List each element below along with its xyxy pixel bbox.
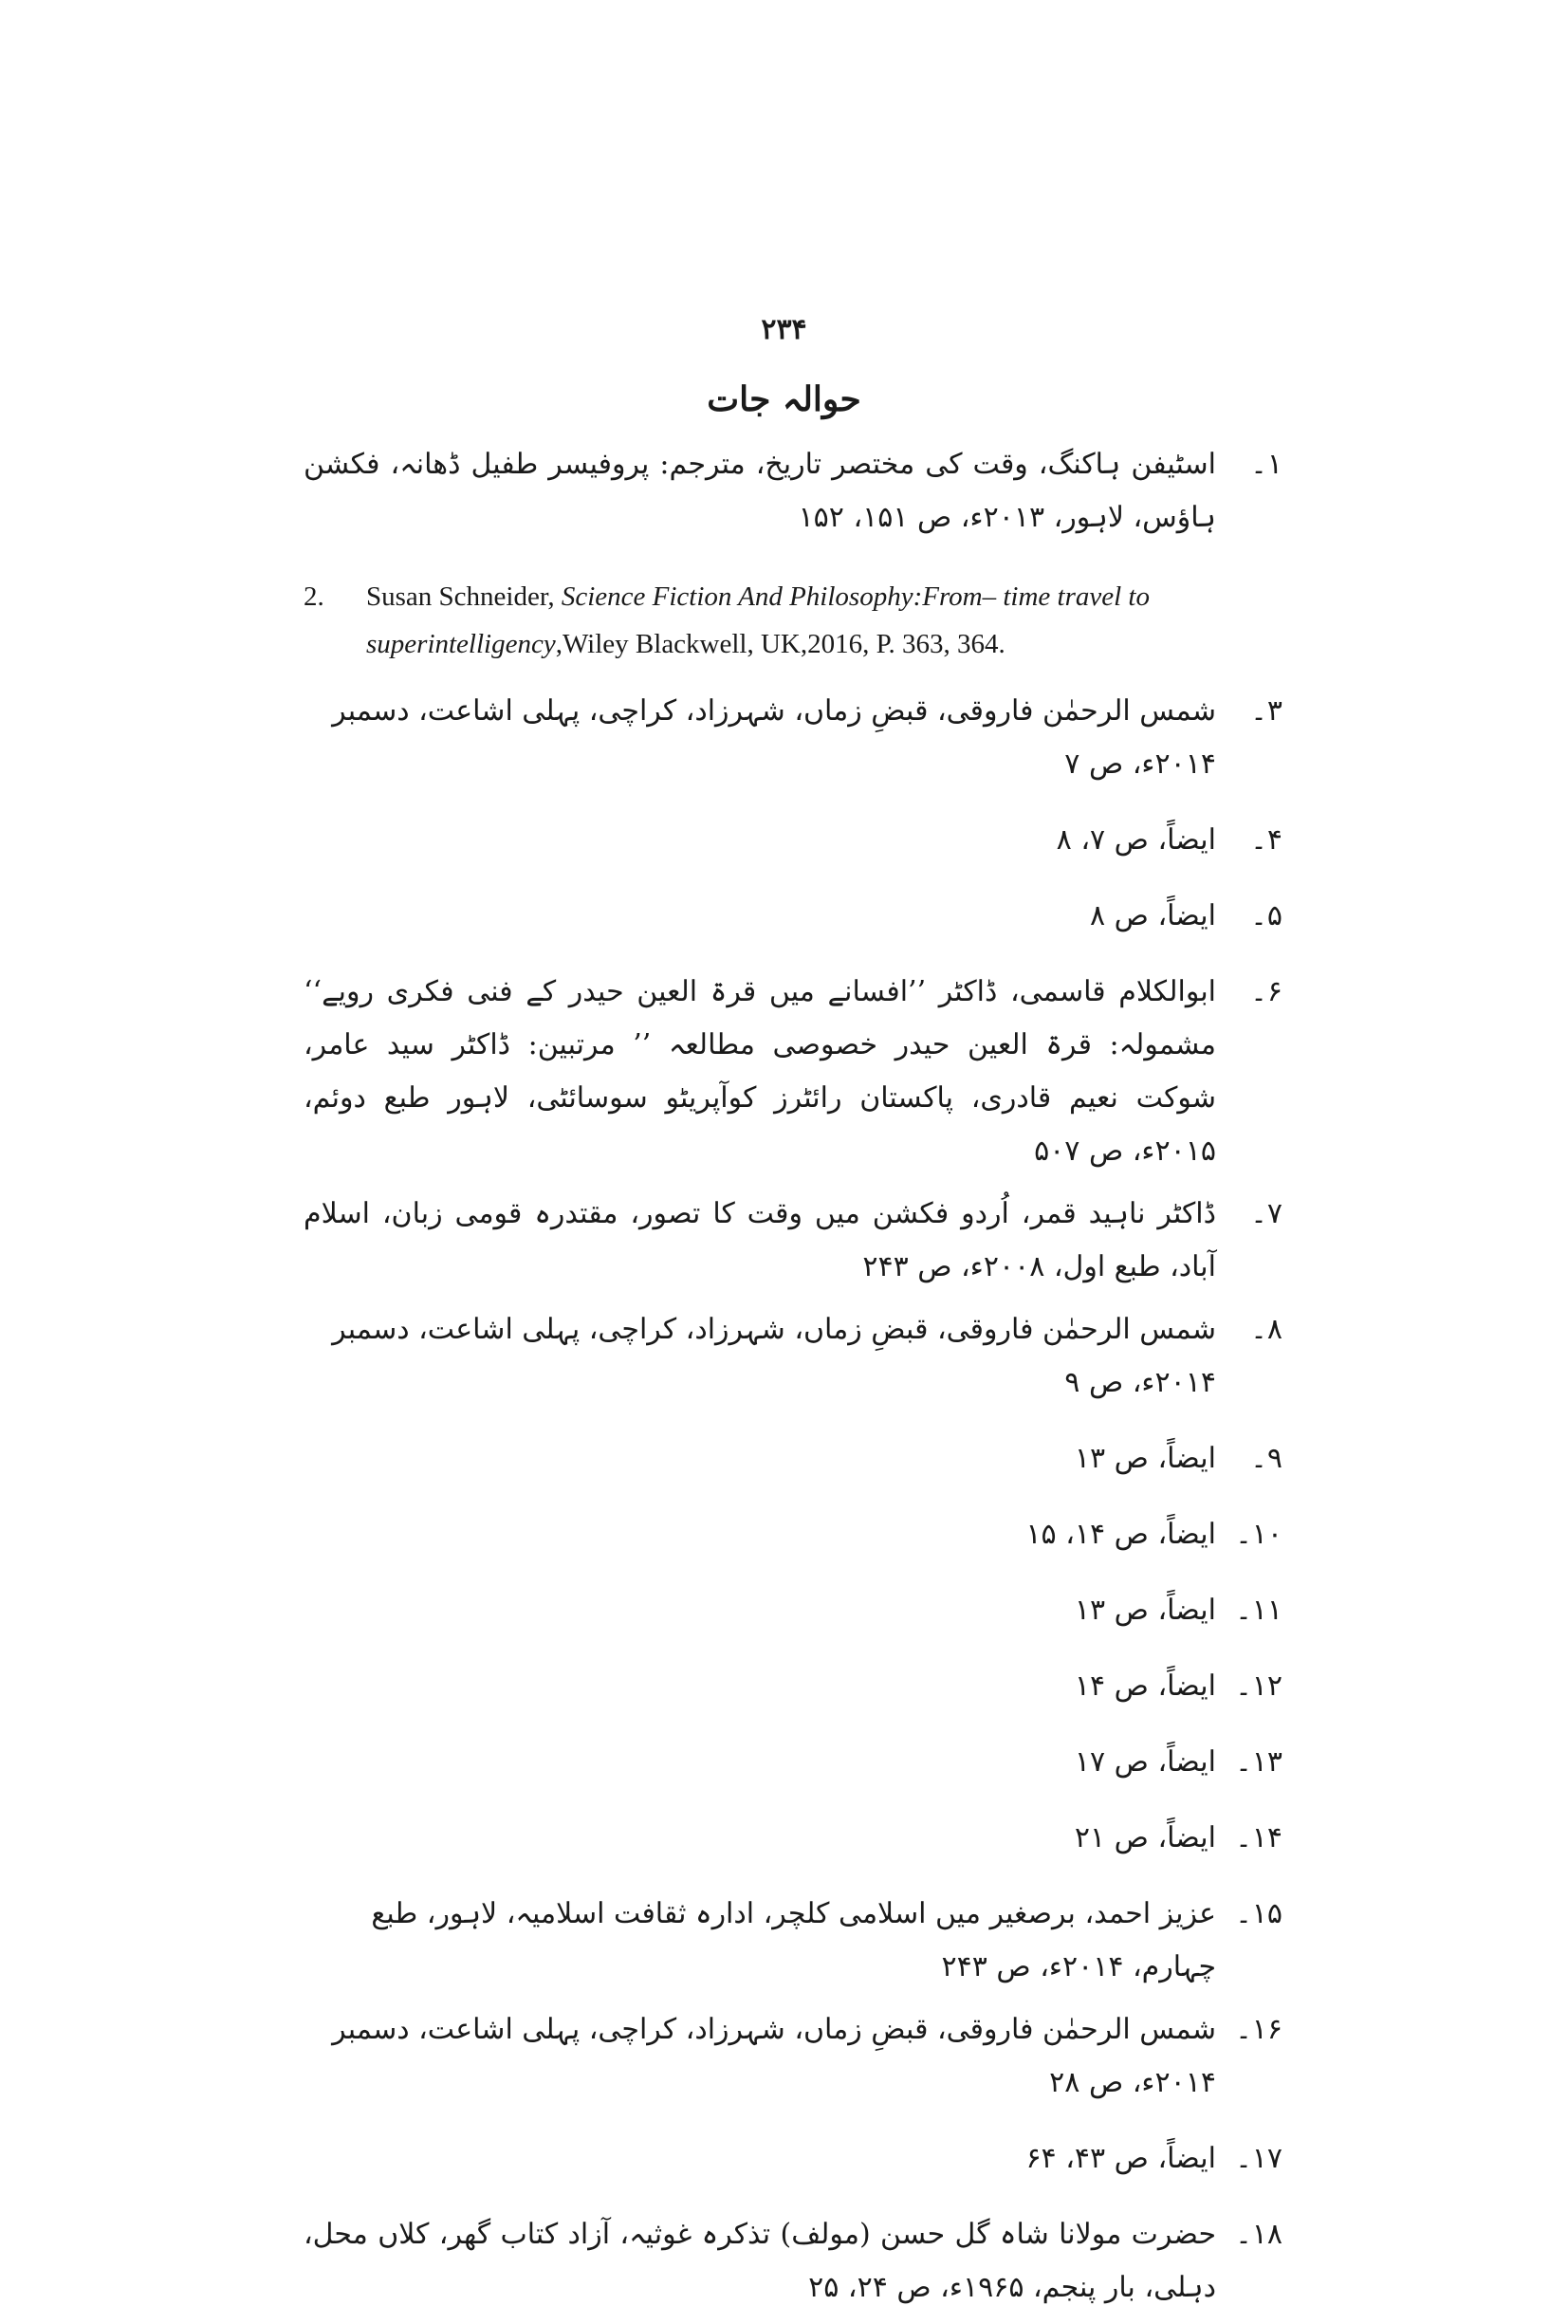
reference-item xyxy=(304,966,1282,1178)
page-number: ۲۳۴ xyxy=(761,313,807,346)
reference-title: Science Fiction And Philosophy:From– time travel to superintelligency xyxy=(366,581,1150,659)
reference-item xyxy=(304,438,1282,544)
reference-text: عزیز احمد، برصغیر میں اسلامی کلچر، ادارہ ثقافت اسلامیہ، لاہور، طبع چہارم، ۲۰۱۴ء، ص ۲۴۳ xyxy=(371,1897,1216,1983)
reference-item xyxy=(304,1660,1282,1713)
reference-text: ایضاً، ص ۱۷ xyxy=(1074,1745,1216,1779)
reference-number: ۱۵۔ xyxy=(1235,1897,1282,1930)
reference-item xyxy=(304,1888,1282,1994)
reference-number: ۵۔ xyxy=(1250,899,1282,932)
reference-author: Susan Schneider, xyxy=(366,581,555,612)
reference-number: 2. xyxy=(304,581,324,612)
reference-text: ایضاً، ص ۷، ۸ xyxy=(1056,823,1216,857)
reference-number: ۹۔ xyxy=(1250,1442,1282,1475)
reference-text: ایضاً، ص ۴۳، ۶۴ xyxy=(1025,2142,1216,2175)
reference-text: ابوالکلام قاسمی، ڈاکٹر ’’افسانے میں قرۃ العین حیدر کے فنی فکری رویے‘‘ مشمولہ: قرۃ العین حیدر خصوصی مطالعہ ’’ مرتبین: ڈاکٹر سید عامر، شوکت نعیم قادری، پاکستان رائٹرز کوآپریٹو سوسائٹی، لاہور طبع دوئم، ۲۰۱۵ء، ص ۵۰۷ xyxy=(304,975,1216,1168)
references-heading: حوالہ جات xyxy=(707,379,861,419)
reference-number: ۱۱۔ xyxy=(1235,1594,1282,1627)
reference-text: ایضاً، ص ۱۴ xyxy=(1074,1669,1216,1703)
reference-text: ایضاً، ص ۱۴، ۱۵ xyxy=(1025,1518,1216,1551)
reference-item xyxy=(304,1584,1282,1637)
reference-text: ایضاً، ص ۱۳ xyxy=(1074,1594,1216,1627)
reference-text: ایضاً، ص ۸ xyxy=(1090,899,1216,932)
reference-item xyxy=(304,2132,1282,2186)
reference-text: شمس الرحمٰن فاروقی، قبضِ زماں، شہرزاد، کراچی، پہلی اشاعت، دسمبر ۲۰۱۴ء، ص ۲۸ xyxy=(332,2013,1216,2099)
reference-number: ۱۷۔ xyxy=(1235,2142,1282,2175)
reference-number: ۱۔ xyxy=(1250,448,1282,481)
reference-number: ۱۲۔ xyxy=(1235,1669,1282,1703)
reference-item xyxy=(304,685,1282,791)
reference-number: ۴۔ xyxy=(1250,823,1282,857)
reference-text: شمس الرحمٰن فاروقی، قبضِ زماں، شہرزاد، کراچی، پہلی اشاعت، دسمبر ۲۰۱۴ء، ص ۷ xyxy=(332,694,1216,781)
reference-text: شمس الرحمٰن فاروقی، قبضِ زماں، شہرزاد، کراچی، پہلی اشاعت، دسمبر ۲۰۱۴ء، ص ۹ xyxy=(332,1313,1216,1399)
reference-number: ۱۶۔ xyxy=(1235,2013,1282,2046)
reference-item xyxy=(304,1812,1282,1865)
reference-number: ۱۴۔ xyxy=(1235,1821,1282,1854)
reference-number: ۱۳۔ xyxy=(1235,1745,1282,1779)
reference-number: ۸۔ xyxy=(1250,1313,1282,1346)
reference-text: ایضاً، ص ۱۳ xyxy=(1074,1442,1216,1475)
reference-item xyxy=(304,2003,1282,2110)
reference-item xyxy=(304,1736,1282,1789)
reference-text: ڈاکٹر ناہید قمر، اُردو فکشن میں وقت کا تصور، مقتدرہ قومی زبان، اسلام آباد، طبع اول، ۲۰۰۸ء، ص ۲۴۳ xyxy=(304,1197,1216,1283)
reference-text: حضرت مولانا شاہ گل حسن (مولف) تذکرہ غوثیہ، آزاد کتاب گھر، کلاں محل، دہلی، بار پنجم، ۱۹۶۵ء، ص ۲۴، ۲۵ xyxy=(304,2218,1216,2304)
reference-text xyxy=(366,573,1282,668)
reference-number: ۳۔ xyxy=(1250,694,1282,728)
reference-number: ۶۔ xyxy=(1250,975,1282,1008)
reference-item xyxy=(304,814,1282,867)
reference-publisher: ,Wiley Blackwell, UK,2016, P. 363, 364. xyxy=(555,629,1005,659)
reference-item xyxy=(304,573,1282,668)
reference-text: اسٹیفن ہاکنگ، وقت کی مختصر تاریخ، مترجم: پروفیسر طفیل ڈھانہ، فکشن ہاؤس، لاہور، ۲۰۱۳ء، ص ۱۵۱، ۱۵۲ xyxy=(304,448,1216,534)
reference-item xyxy=(304,1188,1282,1294)
reference-item xyxy=(304,890,1282,943)
reference-number: ۷۔ xyxy=(1250,1197,1282,1230)
reference-item xyxy=(304,2208,1282,2315)
reference-item xyxy=(304,1432,1282,1485)
reference-number: ۱۰۔ xyxy=(1235,1518,1282,1551)
reference-item xyxy=(304,1303,1282,1410)
reference-item xyxy=(304,1508,1282,1561)
reference-text: ایضاً، ص ۲۱ xyxy=(1074,1821,1216,1854)
reference-number: ۱۸۔ xyxy=(1235,2218,1282,2251)
references-list xyxy=(304,438,1282,2324)
